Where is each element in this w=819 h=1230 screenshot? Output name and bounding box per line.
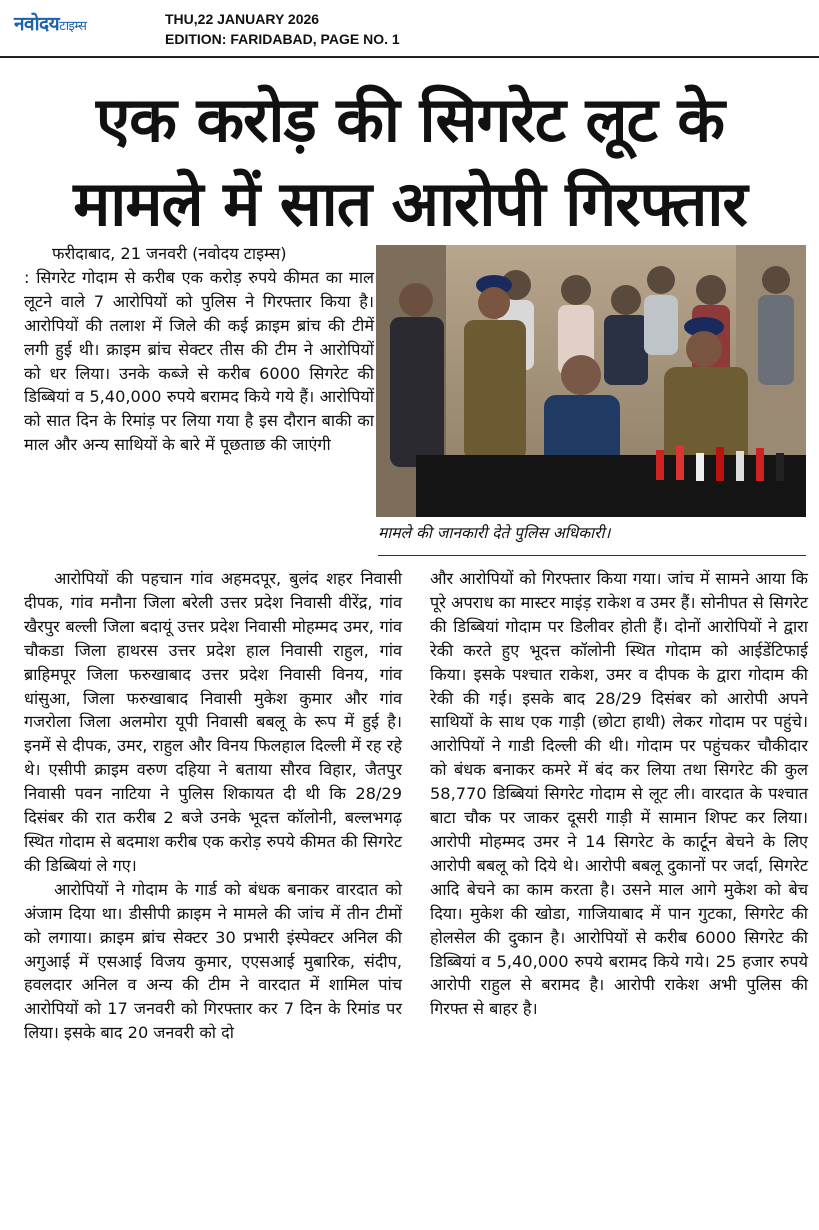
- issue-date: THU,22 JANUARY 2026: [165, 11, 320, 27]
- caption-divider: [378, 555, 806, 556]
- edition-info: [165, 9, 400, 49]
- news-photo: [376, 245, 806, 517]
- left-paragraph-2: आरोपियों ने गोदाम के गार्ड को बंधक बनाकर वारदात को अंजाम दिया था। डीसीपी क्राइम ने मामले की जांच में तीन टीमों को लगाया। क्राइम ब्रांच सेक्टर 30 प्रभारी इंस्पेक्टर अनिल की अगुआई में एसआई विजय कुमार, एएसआई मुबारिक, संदीप, हवलदार अनिल व अन्य की टीम ने वारदात में शामिल पांच आरोपियों को 17 जनवरी को गिरफ्तार कर 7 दिन के रिमांड पर लिया। इसके बाद 20 जनवरी को दो: [24, 879, 402, 1043]
- intro-paragraph: : सिगरेट गोदाम से करीब एक करोड़ रुपये कीमत का माल लूटने वाले 7 आरोपियों को पुलिस ने गिरफ्तार किया है। आरोपियों की तलाश में जिले की कई क्राइम ब्रांच की टीमें लगी हुई थी। क्राइम ब्रांच सेक्टर तीस की टीम ने आरोपियों को धर लिया। उनके कब्जे से करीब 6000 सिगरेट की डिब्बियां व 5,40,000 रुपये बरामद किये गये हैं। आरोपियों को सात दिन के रिमांड़ पर लिया गया है इस दौरान बाकी का माल और अन्य साथियों के बारे में पूछताछ की जाएंगी: [24, 267, 374, 455]
- right-paragraph: और आरोपियों को गिरफ्तार किया गया। जांच में सामने आया कि पूरे अपराध का मास्टर माइंड़ राकेश व उमर हैं। सोनीपत से सिगरेट की डिब्बियां गोदाम पर डिलीवर होती हैं। दोनों आरोपियों ने द्वारा रेकी करते हुए भूदत्त कॉलोनी स्थित गोदाम को आईडेंटिफाई किया। इसके पश्चात राकेश, उमर व दीपक के द्वारा गोदाम की रेकी की गई। इसके बाद 28/29 दिसंबर को आरोपी अपने साथियों के साथ एक गाड़ी (छोटा हाथी) लेकर गोदाम पर पहुंचे। आरोपियों ने गाडी दिल्ली की थी। गोदाम पर पहुंचकर चौकीदार को बंधक बनाकर कमरे में बंद कर लिया तथा सिगरेट की कुल 58,770 डिब्बियां सिगरेट गोदाम से लूट ली। वारदात के पश्चात बाटा चौक पर जाकर दूसरी गाड़ी में सामान शिफ्ट कर लिया। आरोपी मोहम्मद उमर ने 14 सिगरेट के कार्टून बेचने के लिए आरोपी बबलू को दिये थे। आरोपी बबलू दुकानों पर जर्दा, सिगरेट आदि बेचने का काम करता है। उसने माल आगे मुकेश को बेच दिया। मुकेश की खोडा, गाजियाबाद में पान गुटका, सिगरेट की होलसेल की दुकान है। आरोपियों से करीब 6000 सिगरेट की डिब्बियां व 5,40,000 रुपये बरामद किये गये। 25 हजार रुपये आरोपी राहुल से बरामद है। आरोपी राकेश अभी पुलिस की गिरफ्त से बाहर है।: [430, 569, 808, 1019]
- headline-line-1: एक करोड़ की सिगरेट लूट के: [95, 83, 725, 156]
- police-press-photo-illustration: [376, 245, 806, 517]
- article-left-column: [24, 567, 402, 1045]
- masthead: [0, 0, 819, 58]
- dateline: फरीदाबाद, 21 जनवरी (नवोदय टाइम्स): [52, 244, 287, 263]
- article-intro: [24, 242, 374, 457]
- article-headline: [20, 78, 800, 246]
- logo-main-text: नवोदय: [14, 13, 60, 35]
- photo-caption: मामले की जानकारी देते पुलिस अधिकारी।: [378, 524, 611, 542]
- article-right-column: [430, 567, 808, 1021]
- headline-line-2: मामले में सात आरोपी गिरफ्तार: [73, 167, 747, 240]
- edition-page: EDITION: FARIDABAD, PAGE NO. 1: [165, 31, 400, 47]
- logo-sub-text: टाइम्स: [59, 19, 87, 34]
- left-paragraph-1: आरोपियों की पहचान गांव अहमदपूर, बुलंद शहर निवासी दीपक, गांव मनौना जिला बरेली उत्तर प्रदेश निवासी वीरेंद्र, गांव खैरपुर बल्ली जिला बदायूं उत्तर प्रदेश निवासी मोहम्मद उमर, गांव चौकडा जिला हाथरस उत्तर प्रदेश हाल निवासी राहुल, गांव ब्राहिमपूर जिला फरुखाबाद उत्तर प्रदेश निवासी विनय, गांव धांसुआ, जिला फरुखाबाद निवासी मुकेश कुमार और गांव गजरोला जिला अलमोरा यूपी निवासी बबलू के रूप में हुई है। इनमें से दीपक, उमर, राहुल और विनय फिलहाल दिल्ली में रह रहे थे। एसीपी क्राइम वरुण दहिया ने बताया सौरव विहार, जैतपुर निवासी पवन नाटिया ने पुलिस शिकायत दी थी कि 28/29 दिसंबर की रात करीब 2 बजे उनके भूदत्त कॉलोनी, बल्लभगढ़ स्थित गोदाम से बदमाश करीब एक करोड़ रुपये कीमत की सिगरेट की डिब्बियां ले गए।: [24, 569, 402, 875]
- newspaper-logo: [14, 10, 86, 36]
